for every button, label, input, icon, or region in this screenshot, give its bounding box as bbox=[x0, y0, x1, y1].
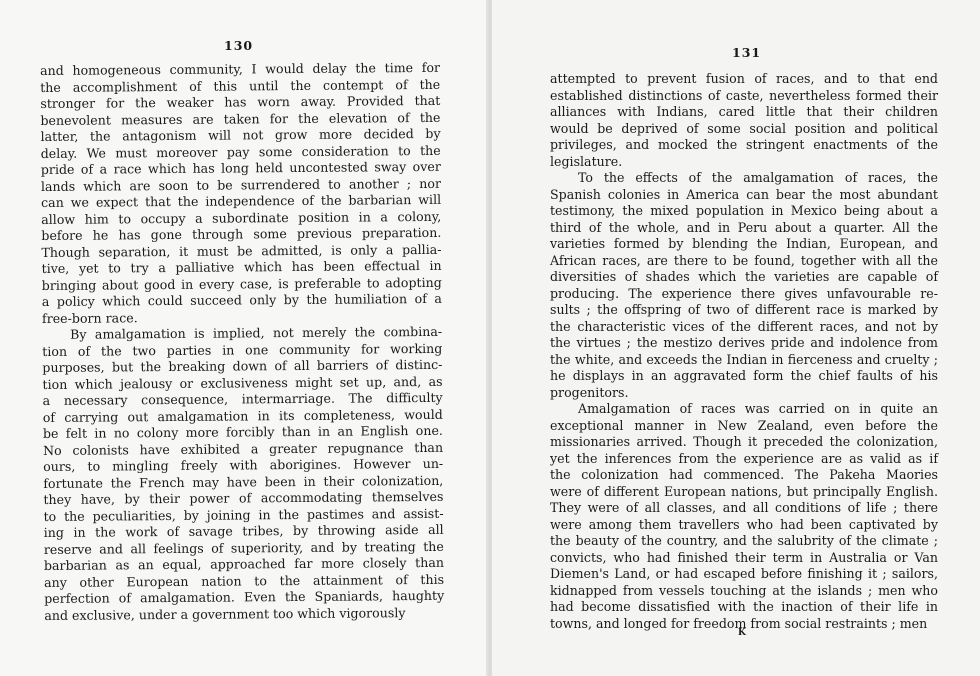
text-line: yet the inferences from the experience are as valid as if bbox=[550, 450, 938, 466]
text-line: perfection of amalgamation. Even the Spaniards, haughty bbox=[44, 587, 445, 606]
text-line: diversities of shades which the varieties are capable of bbox=[550, 269, 938, 284]
text-line: had become dissatisfied with the inaction of their life in bbox=[550, 599, 938, 614]
text-line: bringing about good in every case, is preferable to adopting bbox=[41, 274, 442, 293]
left-page-number: 130 bbox=[224, 38, 254, 53]
text-line: were among them travellers who had been captivated by bbox=[550, 516, 938, 532]
text-line: lands which are soon to be surrendered to another ; nor bbox=[40, 175, 442, 194]
text-line: latter, the antagonism will not grow more decided by bbox=[40, 125, 441, 144]
text-line: would be deprived of some social position and political bbox=[550, 120, 938, 136]
text-line: can we expect that the independence of the barbarian will bbox=[41, 191, 442, 210]
text-line: Though separation, it must be admitted, is only a pallia- bbox=[41, 241, 442, 260]
text-line: ing in the work of savage tribes, by throwing aside all bbox=[43, 521, 444, 540]
text-line: and exclusive, under a government too which vigorously bbox=[44, 604, 406, 623]
text-line: Spanish colonies in America can bear the most abundant bbox=[550, 186, 938, 202]
text-line: tion which jealousy or exclusiveness might set up, and, as bbox=[42, 373, 443, 392]
text-line: No colonists have exhibited a greater repugnance than bbox=[42, 439, 444, 458]
text-line: third of the whole, and in Peru about a quarter. All the bbox=[550, 219, 938, 235]
text-line: he displays in an aggravated form the chief faults of his bbox=[550, 368, 938, 383]
text-line: the beauty of the country, and the salubrity of the climate ; bbox=[550, 533, 938, 548]
text-line: to the peculiarities, by joining in the pastimes and assist- bbox=[43, 505, 444, 524]
text-line: pride of a race which has long held uncontested sway over bbox=[40, 158, 441, 177]
text-line: established distinctions of caste, nevertheless formed their bbox=[550, 87, 938, 103]
text-line: testimony, the mixed population in Mexico being about a bbox=[550, 203, 938, 218]
right-page bbox=[492, 0, 980, 676]
text-line: a necessary consequence, intermarriage. The difficulty bbox=[42, 389, 443, 408]
text-line: stronger for the weaker has worn away. Provided that bbox=[40, 92, 441, 111]
text-line: legislature. bbox=[550, 153, 623, 169]
left-page-text bbox=[40, 60, 444, 624]
text-line: barbarian as an equal, approached far more closely than bbox=[43, 554, 444, 573]
text-line: benevolent measures are taken for the elevation of the bbox=[40, 109, 441, 128]
text-line: convicts, who had finished their term in Australia or Van bbox=[550, 549, 938, 565]
text-line: Amalgamation of races was carried on in quite an bbox=[578, 401, 938, 416]
text-line: exceptional manner in New Zealand, even before the bbox=[550, 417, 938, 433]
text-line: any other European nation to the attainment of this bbox=[44, 571, 445, 590]
right-page-text bbox=[550, 71, 938, 632]
right-page-number: 131 bbox=[732, 45, 762, 60]
text-line: tion of the two parties in one community for working bbox=[42, 340, 443, 359]
text-line: ours, to mingling freely with aborigines. However un- bbox=[43, 455, 444, 474]
signature-mark: K bbox=[738, 628, 746, 638]
text-line: purposes, but the breaking down of all barriers of distinc- bbox=[42, 356, 443, 375]
text-line: kidnapped from vessels touching at the islands ; men who bbox=[550, 582, 938, 598]
left-page bbox=[0, 0, 488, 676]
text-line: To the effects of the amalgamation of races, the bbox=[578, 170, 938, 185]
text-line: producing. The experience there gives unfavourable re- bbox=[550, 285, 938, 301]
text-line: towns, and longed for freedom from social restraints ; men bbox=[550, 615, 928, 631]
text-line: free-born race. bbox=[41, 309, 138, 326]
text-line: a policy which could succeed only by the humiliation of a bbox=[41, 290, 442, 309]
text-line: allow him to occupy a subordinate position in a colony, bbox=[41, 208, 442, 227]
text-line: sults ; the offspring of two of different race is marked by bbox=[550, 302, 938, 317]
text-line: before he has gone through some previous preparation. bbox=[41, 224, 442, 243]
text-line: and homogeneous community, I would delay the time for bbox=[40, 59, 441, 78]
text-line: varieties formed by blending the Indian, European, and bbox=[550, 236, 938, 251]
text-line: missionaries arrived. Though it preceded the colonization, bbox=[550, 434, 938, 449]
text-line: the characteristic vices of the different races, and not by bbox=[550, 318, 938, 334]
text-line: delay. We must moreover pay some consideration to the bbox=[40, 142, 441, 161]
text-line: the white, and exceeds the Indian in fierceness and cruelty ; bbox=[550, 351, 938, 367]
text-line: They were of all classes, and all conditions of life ; there bbox=[550, 500, 938, 515]
text-line: be felt in no colony more forcibly than in an English one. bbox=[42, 422, 443, 441]
text-line: attempted to prevent fusion of races, and to that end bbox=[550, 71, 938, 86]
text-line: the virtues ; the mestizo derives pride and indolence from bbox=[550, 335, 938, 350]
text-line: tive, yet to try a palliative which has been effectual in bbox=[41, 257, 442, 276]
text-line: Diemen's Land, or had escaped before finishing it ; sailors, bbox=[550, 566, 938, 581]
text-line: By amalgamation is implied, not merely the combina- bbox=[70, 323, 443, 342]
text-line: progenitors. bbox=[550, 384, 629, 400]
text-line: the accomplishment of this until the contempt of the bbox=[40, 76, 441, 95]
text-line: privileges, and mocked the stringent enactments of the bbox=[550, 137, 938, 152]
text-line: reserve and all feelings of superiority, and by treating the bbox=[43, 538, 444, 557]
text-line: alliances with Indians, cared little that their children bbox=[550, 104, 938, 119]
text-line: African races, are there to be found, together with all the bbox=[550, 252, 938, 268]
text-line: the colonization had commenced. The Pakeha Maories bbox=[550, 467, 938, 482]
text-line: were of different European nations, but principally English. bbox=[550, 483, 938, 499]
text-line: fortunate the French may have been in their colonization, bbox=[43, 472, 444, 491]
text-line: they have, by their power of accommodating themselves bbox=[43, 488, 444, 507]
text-line: of carrying out amalgamation in its completeness, would bbox=[42, 406, 443, 425]
